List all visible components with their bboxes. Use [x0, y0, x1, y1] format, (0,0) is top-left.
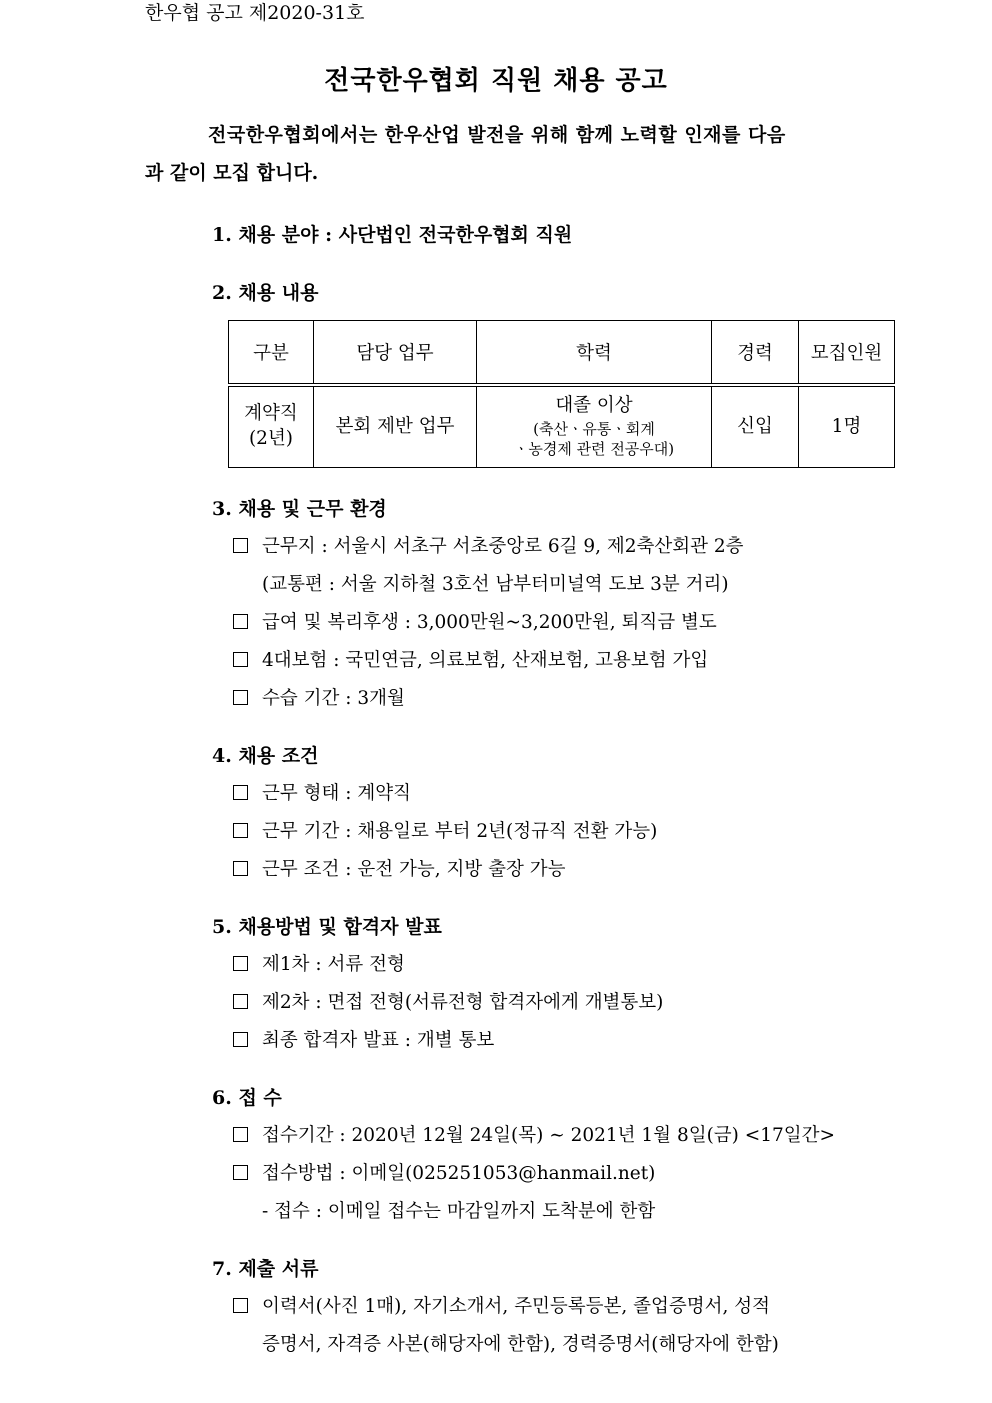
- checkbox-icon: [233, 956, 248, 971]
- section-2-heading: 2. 채용 내용: [212, 282, 319, 304]
- list-item: 접수방법 : 이메일(025251053@hanmail.net): [233, 1159, 655, 1185]
- list-item: 최종 합격자 발표 : 개별 통보: [233, 1026, 494, 1052]
- checkbox-icon: [233, 994, 248, 1009]
- list-item: 수습 기간 : 3개월: [233, 684, 405, 710]
- list-item: 4대보험 : 국민연금, 의료보험, 산재보험, 고용보험 가입: [233, 646, 708, 672]
- checkbox-icon: [233, 1032, 248, 1047]
- header-career: 경력: [712, 321, 799, 386]
- section-4-heading: 4. 채용 조건: [212, 745, 319, 767]
- list-item-continuation: (교통편 : 서울 지하철 3호선 남부터미널역 도보 3분 거리): [262, 574, 729, 595]
- cell-count: 1명: [799, 385, 895, 468]
- section-6-heading: 6. 접 수: [212, 1087, 282, 1109]
- list-item: 이력서(사진 1매), 자기소개서, 주민등록등본, 졸업증명서, 성적: [233, 1292, 770, 1318]
- checkbox-icon: [233, 823, 248, 838]
- checkbox-icon: [233, 538, 248, 553]
- cell-career: 신입: [712, 385, 799, 468]
- section-7-heading: 7. 제출 서류: [212, 1258, 319, 1280]
- table-header-row: [229, 321, 895, 386]
- cell-type-line-2: (2년): [248, 428, 294, 449]
- list-item: 근무 조건 : 운전 가능, 지방 출장 가능: [233, 855, 565, 881]
- cell-education-line-3: ㆍ농경제 관련 전공우대): [513, 440, 675, 459]
- intro-line-2: 과 같이 모집 합니다.: [145, 162, 319, 184]
- cell-type: [229, 385, 314, 468]
- cell-duty: 본회 제반 업무: [314, 385, 477, 468]
- checkbox-icon: [233, 1127, 248, 1142]
- list-item-note: - 접수 : 이메일 접수는 마감일까지 도착분에 한함: [262, 1201, 656, 1222]
- checkbox-icon: [233, 1165, 248, 1180]
- list-item-continuation: 증명서, 자격증 사본(해당자에 한함), 경력증명서(해당자에 한함): [262, 1334, 779, 1355]
- header-type: 구분: [229, 321, 314, 386]
- intro-line-1: 전국한우협회에서는 한우산업 발전을 위해 함께 노력할 인재를 다음: [208, 124, 786, 146]
- checkbox-icon: [233, 861, 248, 876]
- header-education: 학력: [477, 321, 712, 386]
- checkbox-icon: [233, 652, 248, 667]
- cell-education-line-2: (축산ㆍ유통ㆍ회계: [533, 420, 655, 439]
- checkbox-icon: [233, 690, 248, 705]
- list-item: 접수기간 : 2020년 12월 24일(목) ∼ 2021년 1월 8일(금) <17일간>: [233, 1121, 835, 1147]
- recruitment-table: [228, 320, 895, 468]
- cell-education: [477, 385, 712, 468]
- header-count: 모집인원: [799, 321, 895, 386]
- table-row: [229, 385, 895, 468]
- checkbox-icon: [233, 1298, 248, 1313]
- page-title: 전국한우협회 직원 채용 공고: [324, 66, 668, 96]
- checkbox-icon: [233, 785, 248, 800]
- document-number: 한우협 공고 제2020-31호: [145, 2, 365, 24]
- section-5-heading: 5. 채용방법 및 합격자 발표: [212, 916, 442, 938]
- list-item: 제1차 : 서류 전형: [233, 950, 405, 976]
- list-item: 근무 형태 : 계약직: [233, 779, 411, 805]
- list-item: 근무지 : 서울시 서초구 서초중앙로 6길 9, 제2축산회관 2층: [233, 532, 744, 558]
- checkbox-icon: [233, 614, 248, 629]
- list-item: 급여 및 복리후생 : 3,000만원~3,200만원, 퇴직금 별도: [233, 608, 717, 634]
- list-item: 근무 기간 : 채용일로 부터 2년(정규직 전환 가능): [233, 817, 657, 843]
- header-duty: 담당 업무: [314, 321, 477, 386]
- section-3-heading: 3. 채용 및 근무 환경: [212, 498, 387, 520]
- cell-type-line-1: 계약직: [244, 403, 298, 425]
- list-item: 제2차 : 면접 전형(서류전형 합격자에게 개별통보): [233, 988, 663, 1014]
- cell-education-line-1: 대졸 이상: [555, 395, 633, 417]
- section-1-heading: 1. 채용 분야 : 사단법인 전국한우협회 직원: [212, 224, 573, 246]
